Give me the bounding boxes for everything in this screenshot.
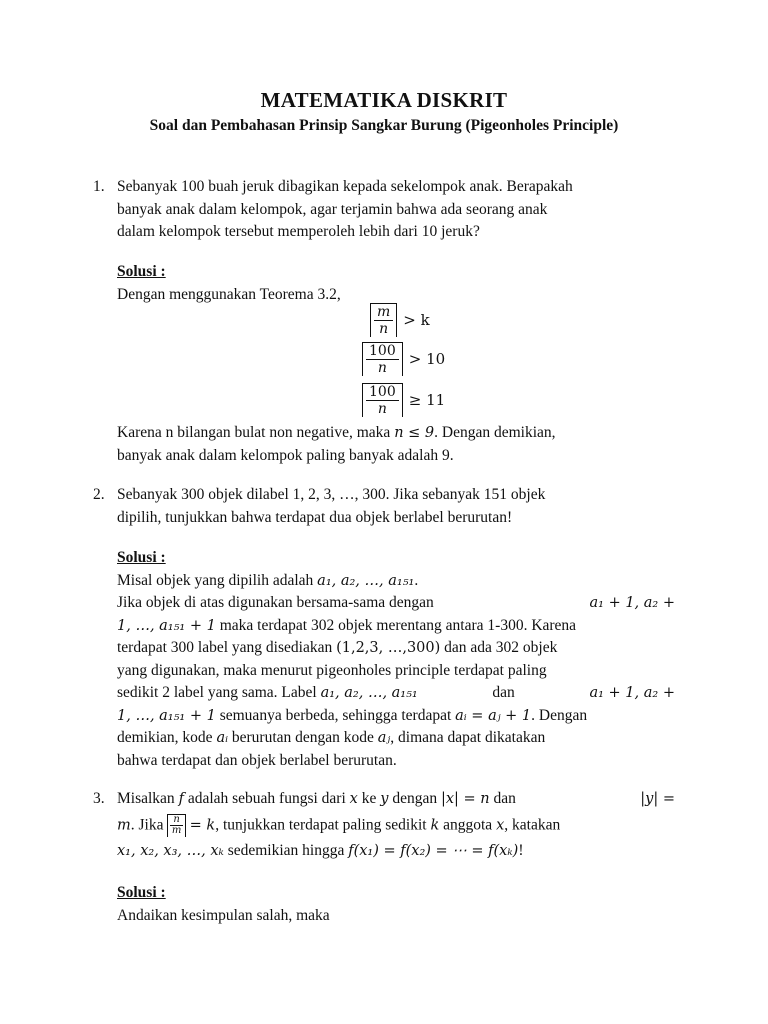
fraction-denominator: m xyxy=(171,825,182,837)
math-expression: aᵢ = aⱼ + 1 xyxy=(455,707,532,724)
solution-1-header xyxy=(117,261,675,306)
math-expression: a₁ + 1, a₂ + xyxy=(589,685,675,701)
math-expression: x xyxy=(349,791,358,807)
math-expression: a₁, a₂, …, a₁₅₁ xyxy=(317,572,415,589)
solution-text-line xyxy=(117,637,675,660)
text-run: sedikit 2 label yang sama. Label xyxy=(117,684,321,701)
equation-relation: ≥ 11 xyxy=(408,391,446,409)
math-expression: x xyxy=(496,816,505,833)
question-number: 3. xyxy=(93,790,105,807)
math-expression: aᵢ xyxy=(216,730,228,746)
text-run: . Jika xyxy=(130,815,168,833)
math-expression: |x| = n xyxy=(440,791,490,807)
text-run: dengan xyxy=(388,790,441,807)
question-text-line: Sebanyak 100 buah jeruk dibagikan kepada sekelompok anak. Berapakah xyxy=(117,178,573,195)
text-run: Misal objek yang dipilih adalah xyxy=(117,571,318,589)
text-run: ke xyxy=(357,790,381,807)
fraction-numerator: 100 xyxy=(366,343,399,360)
equation-1 xyxy=(370,303,430,337)
text-run: ! xyxy=(518,842,524,859)
fraction-denominator: n xyxy=(377,360,387,376)
math-expression: f(x₁) = f(x₂) = ⋯ = f(xₖ) xyxy=(348,843,519,859)
fraction-denominator: n xyxy=(379,321,389,337)
question-text-line xyxy=(117,788,675,811)
text-run: dan xyxy=(489,790,516,807)
fraction-numerator: 100 xyxy=(366,384,399,401)
text-run: Jika objek di atas digunakan bersama-sama dengan xyxy=(117,594,434,611)
text-run: maka terdapat 302 objek merentang antara 1-300. Karena xyxy=(215,616,577,634)
fraction-numerator: m xyxy=(377,304,391,320)
solution-text-line: bahwa terdapat dan objek berlabel berurutan. xyxy=(117,751,397,769)
text-run: adalah sebuah fungsi dari xyxy=(183,790,350,807)
text-run: , katakan xyxy=(504,815,561,833)
text-run: semuanya berbeda, sehingga terdapat xyxy=(215,706,456,724)
solution-1-conclusion xyxy=(117,422,675,467)
text-run: . Dengan demikian, xyxy=(434,424,556,441)
text-run: . Dengan xyxy=(531,706,588,724)
text-run: , tunjukkan terdapat paling sedikit xyxy=(215,815,431,833)
solution-text-line: banyak anak dalam kelompok paling banyak adalah 9. xyxy=(117,446,454,464)
math-expression: 1, …, a₁₅₁ + 1 xyxy=(117,617,216,634)
math-expression: n ≤ 9 xyxy=(394,425,435,441)
math-expression: aⱼ xyxy=(377,730,391,746)
solution-text-line xyxy=(117,682,675,705)
math-expression: y xyxy=(380,791,389,807)
equation-relation: > k xyxy=(403,311,430,329)
text-run: dan ada 302 objek xyxy=(440,639,558,656)
question-3 xyxy=(93,788,675,863)
document-title: MATEMATIKA DISKRIT xyxy=(260,88,508,112)
math-expression: |y| = xyxy=(640,791,675,807)
math-expression: = k xyxy=(189,816,216,833)
ceiling-bracket xyxy=(167,814,185,838)
solution-label: Solusi : xyxy=(117,263,166,280)
question-text-line xyxy=(117,814,675,838)
text-run: , dimana dapat dikatakan xyxy=(390,729,546,746)
solution-label: Solusi : xyxy=(117,884,166,901)
solution-label: Solusi : xyxy=(117,549,166,566)
fraction-numerator: n xyxy=(173,814,180,826)
text-run: Misalkan xyxy=(117,790,179,807)
text-run: sedemikian hingga xyxy=(223,842,349,859)
question-text-line xyxy=(117,840,675,863)
question-1 xyxy=(93,176,675,244)
solution-2 xyxy=(117,547,675,772)
question-text-line: dipilih, tunjukkan bahwa terdapat dua objek berlabel berurutan! xyxy=(117,508,513,526)
document-subtitle: Soal dan Pembahasan Prinsip Sangkar Burung (Pigeonholes Principle) xyxy=(149,117,619,134)
text-run: . xyxy=(414,571,419,589)
question-2 xyxy=(93,484,675,529)
solution-text-line xyxy=(117,727,675,750)
math-expression: k xyxy=(430,816,440,833)
question-number: 2. xyxy=(93,486,105,503)
equation-3 xyxy=(362,383,445,417)
equation-relation: > 10 xyxy=(408,350,446,368)
text-run: terdapat 300 label yang disediakan xyxy=(117,639,337,656)
math-expression: f xyxy=(178,791,184,807)
solution-text-line xyxy=(117,615,675,638)
solution-text-line xyxy=(117,422,675,445)
solution-text-line: Dengan menggunakan Teorema 3.2, xyxy=(117,285,341,303)
ceiling-bracket xyxy=(362,342,403,376)
solution-text-line: Andaikan kesimpulan salah, maka xyxy=(117,906,330,924)
math-expression: a₁ + 1, a₂ + xyxy=(589,595,675,611)
text-run: demikian, kode xyxy=(117,729,217,746)
question-text-line: banyak anak dalam kelompok, agar terjamin bahwa ada seorang anak xyxy=(117,200,548,218)
solution-text-line xyxy=(117,592,675,615)
math-expression: 1, …, a₁₅₁ + 1 xyxy=(117,707,216,724)
question-number: 1. xyxy=(93,178,105,195)
fraction-denominator: n xyxy=(377,401,387,417)
text-run: anggota xyxy=(439,815,497,833)
solution-text-line xyxy=(117,570,675,593)
text-run: dan xyxy=(492,684,515,701)
question-text-line: Sebanyak 300 objek dilabel 1, 2, 3, …, 300. Jika sebanyak 151 objek xyxy=(117,486,546,503)
solution-text-line: yang digunakan, maka menurut pigeonholes principle terdapat paling xyxy=(117,661,547,679)
solution-3 xyxy=(117,882,675,927)
math-expression: (1,2,3, …,300) xyxy=(336,640,441,656)
math-expression: m xyxy=(117,816,131,833)
question-text-line: dalam kelompok tersebut memperoleh lebih dari 10 jeruk? xyxy=(117,223,480,240)
text-run: berurutan dengan kode xyxy=(228,729,378,746)
math-expression: x₁, x₂, x₃, …, xₖ xyxy=(117,843,224,859)
ceiling-bracket xyxy=(370,303,397,337)
equation-2 xyxy=(362,342,445,376)
ceiling-bracket xyxy=(362,383,403,417)
math-expression: a₁, a₂, …, a₁₅₁ xyxy=(320,685,418,701)
solution-text-line xyxy=(117,705,675,728)
text-run: Karena n bilangan bulat non negative, maka xyxy=(117,424,395,441)
